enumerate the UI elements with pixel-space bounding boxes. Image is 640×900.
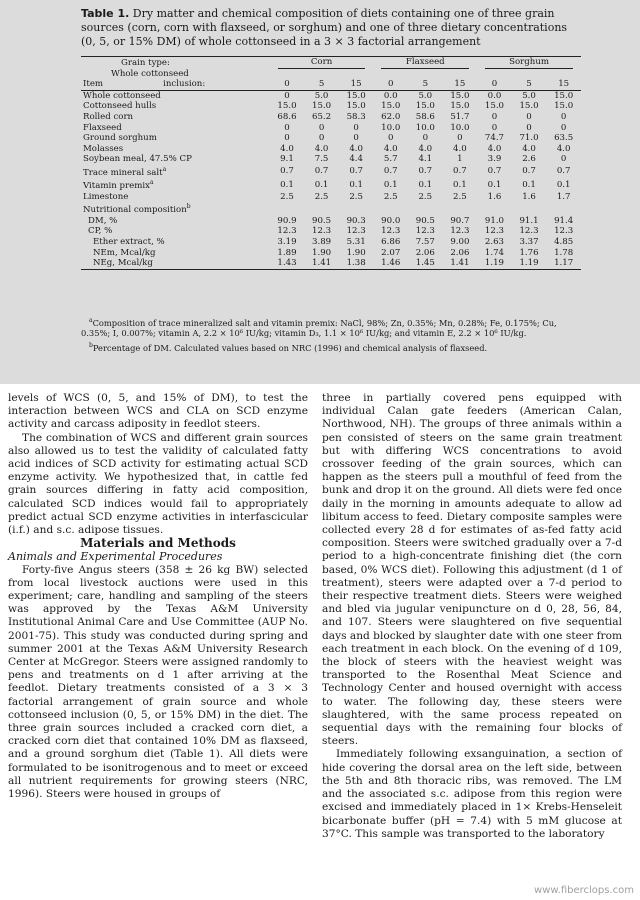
table-cell: 15.0 [484,101,505,112]
table-cell: 0.1 [280,179,294,190]
table-cell: 0 [353,133,359,144]
table-row [81,237,581,248]
table-cell: 6.86 [381,237,401,248]
watermark: www.fiberclops.com [534,885,634,896]
table-cell: 0 [491,111,498,122]
table-cell: 5.31 [346,237,366,248]
level-header: 0 [284,79,290,90]
table-cell: 2.6 [522,154,536,165]
row-label: CP, % [88,226,113,237]
table-cell: 1.74 [484,247,505,258]
table-cell: 0 [560,111,567,122]
subsection-heading: Animals and Experimental Procedures [8,550,223,564]
table-cell: 0.7 [418,166,433,177]
table-cell: 1.90 [346,247,366,258]
table-row [81,144,581,155]
table-cell: 0.1 [487,179,502,190]
table-cell: 0.1 [383,179,398,190]
table-cell: 1.38 [346,258,366,269]
table-row [81,154,581,165]
table-row [81,178,581,191]
table-row [81,248,581,259]
table-cell: 1.41 [312,258,332,269]
table-cell: 63.5 [554,133,574,144]
table-cell: 0 [422,133,429,144]
table-cell: 4.0 [314,143,329,154]
table-cell: 5.0 [314,90,329,101]
table-cell: 15.0 [346,90,366,101]
table-cell: 1.17 [554,258,574,269]
table-cell: 10.0 [381,122,401,133]
table-cell: 90.9 [277,215,297,226]
table-cell: 0 [560,154,567,165]
right-column [322,392,622,841]
left-paragraph-1: levels of WCS (0, 5, and 15% of DM), to test the interaction between WCS and CLA on SCD enzyme activity and carcass adiposity in feedlot steers. [8,392,308,431]
table-cell: 4.1 [418,154,433,165]
table-cell: 0 [318,122,325,133]
table-cell: 2.07 [381,247,401,258]
table-cell: 1.78 [554,247,574,258]
table-cell: 91.1 [519,215,539,226]
row-label: Rolled corn [83,111,134,122]
table-cell: 3.89 [312,237,332,248]
table-cell: 2.5 [418,191,433,202]
table-cell: 12.3 [554,226,574,237]
table-cell: 7.5 [314,154,329,165]
table-cell: 91.4 [554,215,574,226]
row-label: NEm, Mcal/kg [93,247,156,258]
level-header: 15 [350,79,362,90]
table-row [81,165,581,178]
header-wcs: Whole cottonseed [111,68,189,79]
table-cell: 0.7 [522,166,536,177]
table-caption-text: Dry matter and chemical composition of diets containing one of three grain sources (corn, corn with flaxseed, or sorghum) and one of three dietary concentrations (0, 5, or 15% DM) of whole cottonseed in a 3 × 3 factorial arrangement [81,7,568,48]
level-header: 5 [526,79,532,90]
table-cell: 3.37 [519,237,539,248]
table-cell: 90.5 [312,215,332,226]
table-cell: 68.6 [277,111,297,122]
table-cell: 15.0 [519,101,539,112]
level-header: 5 [422,79,429,90]
table-cell: 65.2 [312,111,332,122]
table-cell: 15.0 [554,101,574,112]
table-cell: 0.7 [314,166,329,177]
left-paragraph-3: Forty-five Angus steers (358 ± 26 kg BW) selected from local livestock auctions were used in this experiment; care, handling and sampling of the steers was approved by the Texas A&M University Institutional Animal Care and Use Committee (AUP No. 2001-75). This study was conducted during spring and summer 2001 at the Texas A&M University Research Center at McGregor. Steers were assigned randomly to pens and treatments on d 1 after arriving at the feedlot. Dietary treatments consisted of a 3 × 3 factorial arrangement of grain source and whole cottonseed inclusion (0, 5, or 15% DM) in the diet. The three grain sources included a cracked corn diet, a cracked corn diet that contained 10% DM as flaxseed, and a ground sorghum diet (Table 1). All diets were formulated to be isonitrogenous and to meet or exceed all nutrient requirements for growing steers (NRC, 1996). Steers were housed in groups of [8,563,308,801]
table-cell: 74.7 [484,133,505,144]
row-label: Ether extract, % [93,237,165,248]
table-cell: 0.7 [349,166,363,177]
table-cell: 0 [284,122,290,133]
row-label: Molasses [83,143,124,154]
table-cell: 90.3 [346,215,366,226]
table-row [81,216,581,227]
table-cell: 2.5 [349,191,363,202]
table-cell: 2.5 [453,191,467,202]
table-cell: 12.3 [312,226,332,237]
table-cell: 0.1 [522,179,536,190]
table-cell: 58.3 [346,111,366,122]
table-cell: 15.0 [346,101,366,112]
table-cell: 91.0 [484,215,505,226]
row-label: Soybean meal, 47.5% CP [83,154,192,165]
table-row [81,258,581,269]
table-cell: 1.19 [484,258,505,269]
table-cell: 1.46 [381,258,401,269]
table-cell: 71.0 [519,133,539,144]
table-cell: 5.0 [418,90,433,101]
table-cell: 15.0 [450,90,470,101]
table-cell: 15.0 [450,101,470,112]
row-label: Trace mineral salt$^a$ [83,165,167,178]
group-header-flaxseed: Flaxseed [373,57,477,69]
left-column [8,392,308,801]
table-cell: 0.0 [383,90,398,101]
row-label: Cottonseed hulls [83,101,157,112]
table-cell: 0.1 [349,179,363,190]
table-cell: 0 [560,122,567,133]
table-cell: 9.00 [450,237,470,248]
table-cell: 5.0 [522,90,536,101]
right-paragraph-2: Immediately following exsanguination, a section of hide covering the dorsal area on the left side, between the 5th and 8th thoracic ribs, was removed. The LM and the associated s.c. adipose from this region were excised and immediately placed in 1× Krebs-Henseleit bicarbonate buffer (pH = 7.4) with 5 mM glucose at 37°C. This sample was transported to the laboratory [322,748,622,840]
table-cell: 4.0 [522,143,536,154]
table-cell: 0 [491,122,498,133]
table-cell: 2.06 [450,247,470,258]
table-row [81,226,581,237]
table-cell: 0.7 [383,166,398,177]
table-cell: 12.3 [519,226,539,237]
composition-table [81,56,581,270]
table-cell: 0.1 [418,179,433,190]
table-cell: 12.3 [415,226,435,237]
level-header: 5 [318,79,325,90]
table-cell: 2.5 [280,191,294,202]
table-cell: 3.19 [277,237,297,248]
row-label: NEg, Mcal/kg [93,258,153,269]
table-cell: 15.0 [277,101,297,112]
right-paragraph-1: three in partially covered pens equipped with individual Calan gate feeders (American Calan, Northwood, NH). The groups of three animals within a pen consisted of steers on the same grain treatment but with differing WCS concentrations to avoid crossover feeding of the grain sources, which can happen as the steers pull a mouthful of feed from the bunk and drop it on the ground. All diets were fed once daily in the morning in amounts adequate to allow ad libitum access to feed. Dietary composite samples were collected every 28 d for estimates of as-fed fatty acid composition. Steers were switched gradually over a 7-d period to a high-concentrate finishing diet (the corn based, 0% WCS diet). Following this adjustment (d 1 of treatment), steers were adapted over a 7-d period to their respective treatment diets. Steers were weighed and bled via jugular venipuncture on d 0, 28, 56, 84, and 107. Steers were slaughtered on five sequential days and blocked by slaughter date with one steer from each treatment in each block. On the evening of d 109, the block of steers with the heaviest weight was transported to the Rosenthal Meat Science and Technology Center and housed overnight with access to water. The following day, these steers were slaughtered, with the same process repeated on sequential days with the remaining four blocks of steers. [322,392,622,748]
table-cell: 0.0 [487,90,502,101]
table-cell: 0 [457,133,463,144]
table-cell: 1.19 [519,258,539,269]
table-cell: 0 [387,133,394,144]
table-cell: 0.7 [556,166,571,177]
table-panel [0,0,640,384]
table-cell: 0.7 [280,166,294,177]
table-cell: 0 [284,90,290,101]
table-cell: 2.5 [314,191,329,202]
table-cell: 1.76 [519,247,539,258]
table-cell: 0 [318,133,325,144]
table-cell: 0 [526,111,532,122]
table-cell: 0.7 [453,166,467,177]
group-header-corn: Corn [270,57,374,69]
table-cell: 1 [457,154,463,165]
table-cell: 15.0 [415,101,435,112]
table-cell: 4.0 [556,143,571,154]
left-paragraph-2: The combination of WCS and different grain sources also allowed us to test the validity of calculated fatty acid indices of SCD activity for estimating actual SCD enzyme activity. We hypothesized that, in cattle fed grain sources differing in fatty acid composition, calculated SCD indices would fail to appropriately predict actual SCD enzyme activities in interfascicular (i.f.) and s.c. adipose tissues. [8,431,308,537]
table-footnotes [81,316,581,355]
table-cell: 12.3 [484,226,505,237]
table-cell: 1.43 [277,258,297,269]
table-cell: 2.5 [383,191,398,202]
nutrition-label: Nutritional composition$^b$ [83,203,191,216]
table-cell: 2.06 [415,247,435,258]
table-cell: 12.3 [450,226,470,237]
table-cell: 4.85 [554,237,574,248]
table-cell: 4.0 [383,143,398,154]
table-cell: 12.3 [277,226,297,237]
table-cell: 1.45 [415,258,435,269]
table-cell: 15.0 [381,101,401,112]
table-cell: 7.57 [415,237,435,248]
table-cell: 10.0 [450,122,470,133]
section-heading: Materials and Methods [80,536,236,551]
table-cell: 0 [526,122,532,133]
table-cell: 58.6 [415,111,435,122]
table-cell: 15.0 [312,101,332,112]
table-cell: 10.0 [415,122,435,133]
table-cell: 12.3 [381,226,401,237]
table-cell: 51.7 [450,111,470,122]
table-caption [81,7,581,49]
row-label: Ground sorghum [83,133,157,144]
table-cell: 90.5 [415,215,435,226]
table-row [81,123,581,134]
row-label: Vitamin premix$^a$ [83,179,154,192]
table-cell: 4.0 [418,143,433,154]
header-grain-type: Grain type: [121,57,170,68]
table-cell: 90.0 [381,215,401,226]
table-cell: 1.41 [450,258,470,269]
row-label: Whole cottonseed [83,90,161,101]
table-cell: 12.3 [346,226,366,237]
table-cell: 9.1 [280,154,294,165]
table-cell: 2.63 [484,237,505,248]
table-cell: 1.7 [556,191,571,202]
header-item: Item inclusion: [83,79,206,90]
table-row [81,101,581,112]
table-cell: 3.9 [487,154,502,165]
table-cell: 5.7 [383,154,398,165]
table-cell: 1.6 [487,191,502,202]
table-cell: 15.0 [554,90,574,101]
table-row [81,192,581,203]
footnote-b: $^b$Percentage of DM. Calculated values based on NRC (1996) and chemical analysis of flaxseed. [89,341,488,353]
row-label: Limestone [83,191,129,202]
row-label: DM, % [88,215,118,226]
table-row [81,202,581,215]
footnote-a: $^a$Composition of trace mineralized salt and vitamin premix: NaCl, 98%; Zn, 0.35%; Mn, 0.28%; Fe, 0.175%; Cu, 0.35%; I, 0.007%; vitamin A, 2.2 × 10⁶ IU/kg; vitamin D₃, 1.1 × 10⁶ IU/kg; and vitamin E, 2.2 × 10⁶ IU/kg. [81,317,557,339]
table-cell: 0 [353,122,359,133]
table-cell: 0.7 [487,166,502,177]
table-caption-lead: Table 1. [81,7,130,20]
table-cell: 62.0 [381,111,401,122]
table-cell: 0.1 [453,179,467,190]
level-header: 0 [387,79,394,90]
table-cell: 1.90 [312,247,332,258]
table-cell: 0.1 [314,179,329,190]
table-cell: 0 [284,133,290,144]
table-cell: 4.0 [487,143,502,154]
table-row [81,112,581,123]
table-row [81,90,581,101]
level-header: 15 [558,79,570,90]
table-cell: 1.6 [522,191,536,202]
level-header: 15 [454,79,466,90]
table-cell: 4.4 [349,154,363,165]
row-label: Flaxseed [83,122,122,133]
table-cell: 4.0 [280,143,294,154]
table-cell: 1.89 [277,247,297,258]
table-cell: 4.0 [453,143,467,154]
level-header: 0 [491,79,498,90]
table-cell: 4.0 [349,143,363,154]
group-header-sorghum: Sorghum [477,57,581,69]
table-row [81,133,581,144]
table-cell: 0.1 [556,179,571,190]
table-cell: 90.7 [450,215,470,226]
